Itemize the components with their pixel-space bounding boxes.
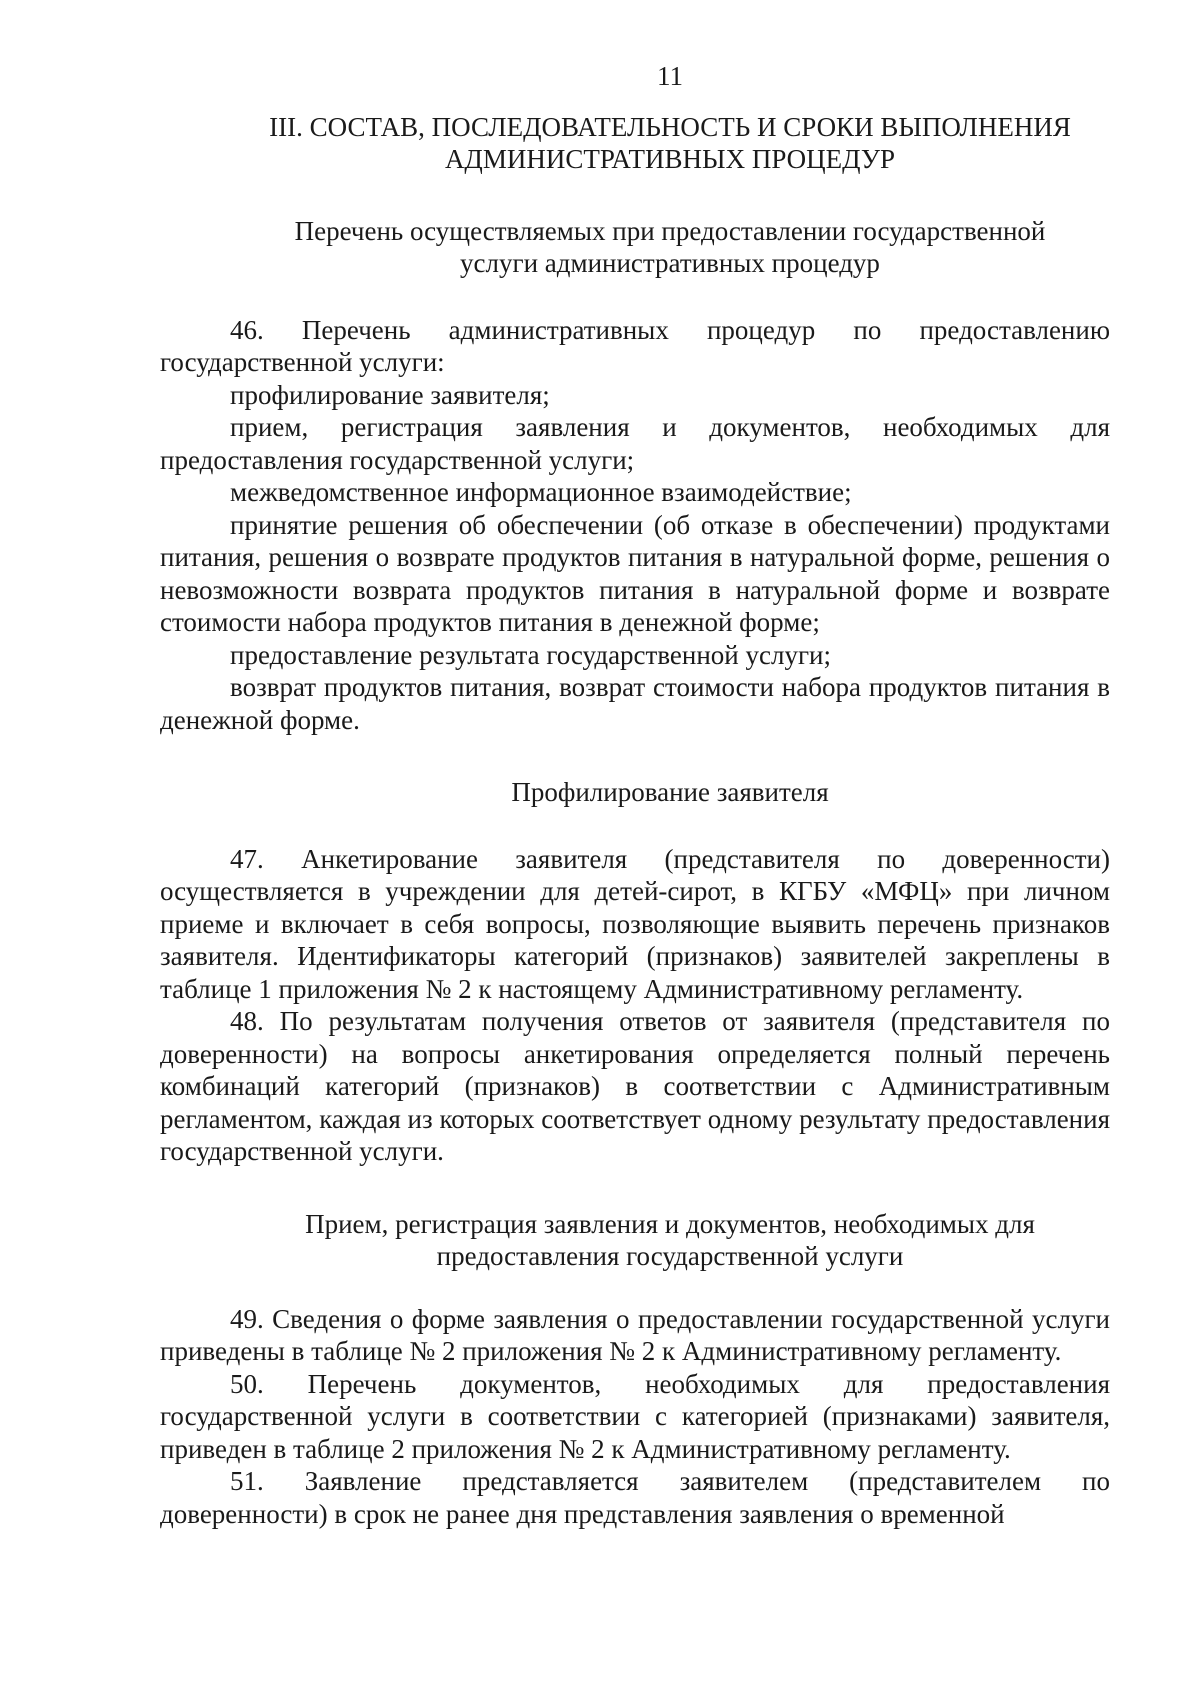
page-number: 11	[657, 61, 683, 91]
list-item-profiling: профилирование заявителя;	[230, 379, 550, 410]
list-item-return: возврат продуктов питания, возврат стоимости набора продуктов питания в денежной форме.	[160, 672, 1110, 735]
paragraph-49: 49. Сведения о форме заявления о предоставлении государственной услуги приведены в таблице № 2 приложения № 2 к Административному регламенту.	[160, 1303, 1110, 1366]
subheading-procedures-list	[160, 215, 1110, 280]
paragraph-47: 47. Анкетирование заявителя (представителя по доверенности) осуществляется в учреждении для детей-сирот, в КГБУ «МФЦ» при личном приеме и включает в себя вопросы, позволяющие выявить перечень признаков заявителя. Идентификаторы категорий (признаков) заявителей закреплены в таблице 1 приложения № 2 к настоящему Административному регламенту.	[160, 843, 1110, 1004]
reception-block	[160, 1303, 1110, 1531]
paragraph-50: 50. Перечень документов, необходимых для предоставления государственной услуги в соответствии с категорией (признаками) заявителя, приведен в таблице 2 приложения № 2 к Административному регламенту.	[160, 1368, 1110, 1464]
subheading-reception-line-2: предоставления государственной услуги	[436, 1241, 904, 1271]
list-item-result: предоставление результата государственной услуги;	[230, 639, 831, 670]
subheading-reception	[160, 1208, 1110, 1273]
procedures-list-block	[160, 314, 1110, 737]
subheading-procedures-list-line-1: Перечень осуществляемых при предоставлении государственной	[294, 215, 1046, 246]
list-item-reception: прием, регистрация заявления и документов, необходимых для предоставления государственной услуги;	[160, 412, 1110, 475]
paragraph-51: 51. Заявление представляется заявителем (представителем по доверенности) в срок не ранее дня представления заявления о временной	[160, 1466, 1110, 1529]
section-heading-line-2: АДМИНИСТРАТИВНЫХ ПРОЦЕДУР	[444, 143, 896, 174]
list-item-decision: принятие решения об обеспечении (об отказе в обеспечении) продуктами питания, решения о возврате продуктов питания в натуральной форме, решения о невозможности возврата продуктов питания в натуральной форме и возврате стоимости набора продуктов питания в денежной форме;	[160, 509, 1110, 637]
section-heading	[160, 111, 1110, 175]
profiling-block	[160, 843, 1110, 1168]
subheading-profiling: Профилирование заявителя	[511, 777, 829, 807]
paragraph-46: 46. Перечень административных процедур по предоставлению государственной услуги:	[160, 314, 1110, 377]
paragraph-48: 48. По результатам получения ответов от заявителя (представителя по доверенности) на вопросы анкетирования определяется полный перечень комбинаций категорий (признаков) в соответствии с Административным регламентом, каждая из которых соответствует одному результату предоставления государственной услуги.	[160, 1006, 1110, 1166]
list-item-interagency: межведомственное информационное взаимодействие;	[230, 477, 852, 507]
subheading-procedures-list-line-2: услуги административных процедур	[460, 248, 880, 278]
subheading-reception-line-1: Прием, регистрация заявления и документов, необходимых для	[305, 1208, 1035, 1239]
section-heading-line-1: III. СОСТАВ, ПОСЛЕДОВАТЕЛЬНОСТЬ И СРОКИ ВЫПОЛНЕНИЯ	[269, 111, 1071, 142]
